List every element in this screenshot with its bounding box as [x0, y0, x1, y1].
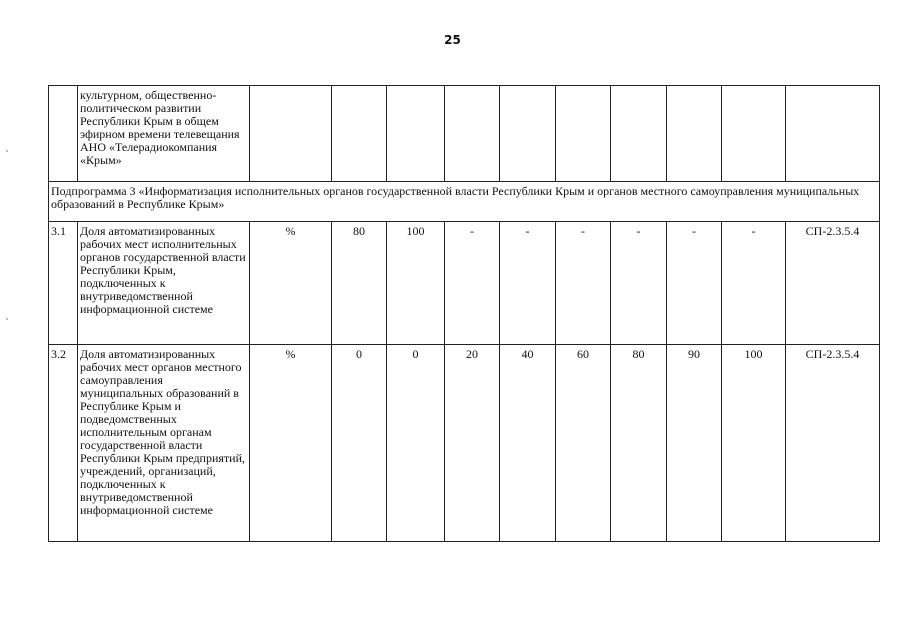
cell-value: [500, 86, 556, 182]
cell-value: -: [722, 222, 786, 345]
cell-value: 40: [500, 345, 556, 542]
cell-value: [722, 86, 786, 182]
cell-value: 100: [387, 222, 445, 345]
table-row-subprogram: [49, 182, 880, 222]
cell-ref: СП-2.3.5.4: [786, 345, 880, 542]
cell-unit: [250, 86, 332, 182]
cell-num: [49, 86, 78, 182]
cell-value: [611, 86, 667, 182]
cell-value: -: [667, 222, 722, 345]
cell-value: -: [445, 222, 500, 345]
cell-unit: %: [250, 345, 332, 542]
cell-ref: [786, 86, 880, 182]
indicators-table: [48, 85, 880, 542]
cell-indicator-name: Доля автоматизированных рабочих мест исполнительных органов государственной власти Республики Крым, подключенных к внутриведомственной информационной системе: [78, 222, 250, 345]
cell-value: 90: [667, 345, 722, 542]
cell-value: [667, 86, 722, 182]
cell-num: 3.1: [49, 222, 78, 345]
scan-mark: [6, 318, 8, 320]
table-row: [49, 222, 880, 345]
table-row-continued: [49, 86, 880, 182]
cell-indicator-name: культурном, общественно-политическом развитии Республики Крым в общем эфирном времени телевещания АНО «Телерадиокомпания «Крым»: [78, 86, 250, 182]
table-row: [49, 345, 880, 542]
cell-value: [387, 86, 445, 182]
cell-unit: %: [250, 222, 332, 345]
cell-value: 0: [387, 345, 445, 542]
cell-value: 60: [556, 345, 611, 542]
cell-value: [332, 86, 387, 182]
cell-ref: СП-2.3.5.4: [786, 222, 880, 345]
scan-mark: [6, 150, 8, 152]
cell-value: 20: [445, 345, 500, 542]
cell-value: 80: [332, 222, 387, 345]
cell-value: -: [611, 222, 667, 345]
cell-num: 3.2: [49, 345, 78, 542]
cell-indicator-name: Доля автоматизированных рабочих мест органов местного самоуправления муниципальных образований в Республике Крым и подведомственных исполнительным органам государственной власти Республики Крым предприятий, учреждений, организаций, подключенных к внутриведомственной информационной системе: [78, 345, 250, 542]
cell-value: -: [556, 222, 611, 345]
cell-value: 100: [722, 345, 786, 542]
subprogram-title: Подпрограмма 3 «Информатизация исполнительных органов государственной власти Республики Крым и органов местного самоуправления муниципальных образований в Республике Крым»: [49, 182, 880, 222]
cell-value: -: [500, 222, 556, 345]
page-number: 25: [444, 33, 461, 47]
cell-value: [556, 86, 611, 182]
cell-value: [445, 86, 500, 182]
cell-value: 80: [611, 345, 667, 542]
cell-value: 0: [332, 345, 387, 542]
